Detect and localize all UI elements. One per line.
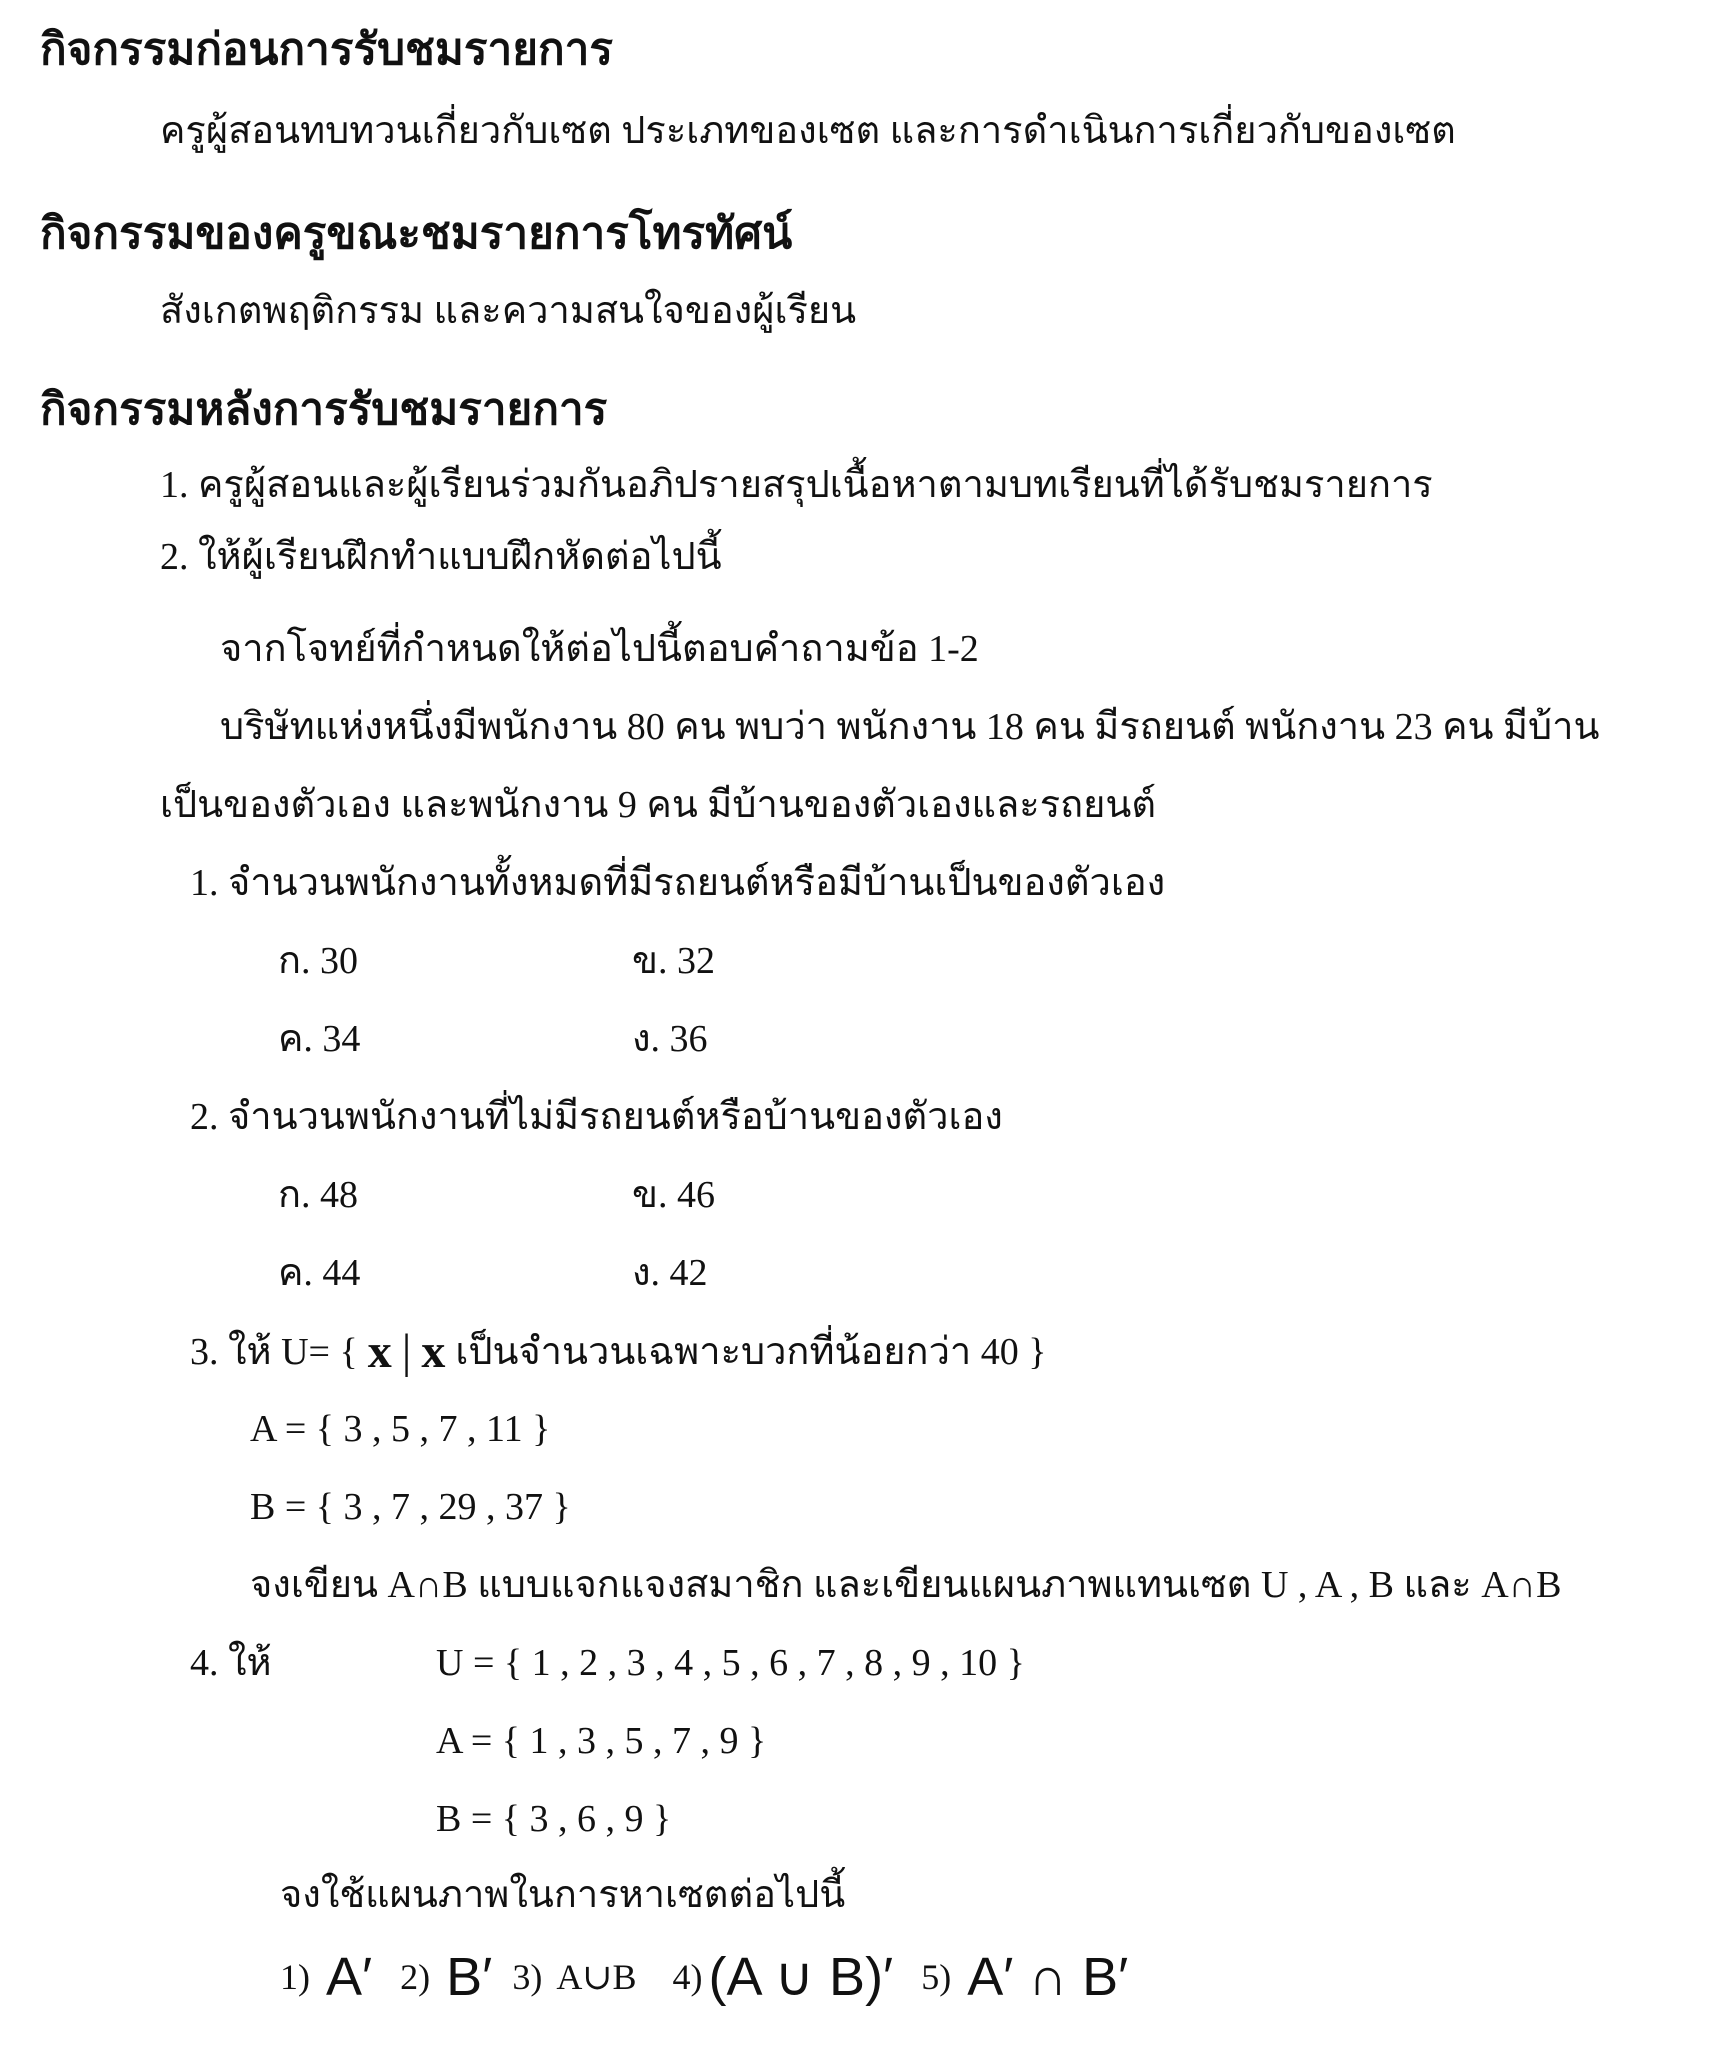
problem-line-1: บริษัทแห่งหนึ่งมีพนักงาน 80 คน พบว่า พนักงาน 18 คน มีรถยนต์ พนักงาน 23 คน มีบ้าน: [220, 706, 1600, 748]
q4-set-u: U = { 1 , 2 , 3 , 4 , 5 , 6 , 7 , 8 , 9 , 10 }: [436, 1642, 1025, 1684]
q4-item-2-num: 2): [400, 1957, 431, 1997]
question-2: 2. จำนวนพนักงานที่ไม่มีรถยนต์หรือบ้านของตัวเอง: [190, 1096, 1003, 1138]
heading-after-program: กิจกรรมหลังการรับชมรายการ: [40, 385, 608, 434]
q3-prefix: 3. ให้ U= {: [190, 1331, 358, 1373]
heading-before-program: กิจกรรมก่อนการรับชมรายการ: [40, 25, 613, 74]
q1-choice-c: ค. 34: [278, 1018, 361, 1060]
after-step-1: 1. ครูผู้สอนและผู้เรียนร่วมกันอภิปรายสรุปเนื้อหาตามบทเรียนที่ได้รับชมรายการ: [160, 464, 1433, 506]
problem-line-2: เป็นของตัวเอง และพนักงาน 9 คน มีบ้านของตัวเองและรถยนต์: [160, 784, 1157, 826]
question-4-prefix: 4. ให้: [190, 1642, 272, 1684]
q3-suffix: เป็นจำนวนเฉพาะบวกที่น้อยกว่า 40 }: [455, 1331, 1047, 1373]
question-1: 1. จำนวนพนักงานทั้งหมดที่มีรถยนต์หรือมีบ้านเป็นของตัวเอง: [190, 862, 1166, 904]
after-step-2: 2. ให้ผู้เรียนฝึกทำแบบฝึกหัดต่อไปนี้: [160, 536, 722, 578]
q4-item-3-expr: A∪B: [556, 1957, 637, 1997]
q2-choice-b: ข. 46: [632, 1174, 715, 1216]
q4-set-a: A = { 1 , 3 , 5 , 7 , 9 }: [436, 1720, 767, 1762]
q4-item-1-num: 1): [280, 1957, 310, 1997]
exercise-intro: จากโจทย์ที่กำหนดให้ต่อไปนี้ตอบคำถามข้อ 1-2: [220, 628, 979, 670]
before-program-text: ครูผู้สอนทบทวนเกี่ยวกับเซต ประเภทของเซต และการดำเนินการเกี่ยวกับของเซต: [160, 110, 1456, 152]
q4-set-b: B = { 3 , 6 , 9 }: [436, 1798, 672, 1840]
q4-item-1-expr: A′: [326, 1947, 373, 2007]
question-3: [190, 1325, 1047, 1378]
q4-item-5-expr: A′ ∩ B′: [967, 1947, 1129, 2007]
q4-item-4-expr: (A ∪ B)′: [708, 1947, 894, 2007]
q4-items: [280, 1947, 1129, 2007]
q3-set-a: A = { 3 , 5 , 7 , 11 }: [250, 1408, 551, 1450]
q3-set-b: B = { 3 , 7 , 29 , 37 }: [250, 1486, 571, 1528]
q4-item-4-num: 4): [672, 1957, 703, 1997]
q4-item-3-num: 3): [512, 1957, 543, 1997]
q4-item-2-expr: B′: [446, 1947, 493, 2007]
q2-choice-d: ง. 42: [632, 1252, 708, 1294]
q1-choice-d: ง. 36: [632, 1018, 708, 1060]
q3-such-that-bar: |: [401, 1325, 412, 1378]
during-program-text: สังเกตพฤติกรรม และความสนใจของผู้เรียน: [160, 290, 857, 332]
q4-instruction: จงใช้แผนภาพในการหาเซตต่อไปนี้: [280, 1874, 846, 1916]
q3-instruction: จงเขียน A∩B แบบแจกแจงสมาชิก และเขียนแผนภาพแทนเซต U , A , B และ A∩B: [250, 1564, 1562, 1606]
q2-choice-c: ค. 44: [278, 1252, 361, 1294]
q2-choice-a: ก. 48: [278, 1174, 359, 1216]
q3-var-x: x: [367, 1325, 392, 1378]
q3-var-x-2: x: [421, 1325, 446, 1378]
heading-during-program: กิจกรรมของครูขณะชมรายการโทรทัศน์: [40, 209, 793, 258]
q4-item-5-num: 5): [921, 1957, 952, 1997]
q1-choice-b: ข. 32: [632, 940, 715, 982]
q1-choice-a: ก. 30: [278, 940, 359, 982]
